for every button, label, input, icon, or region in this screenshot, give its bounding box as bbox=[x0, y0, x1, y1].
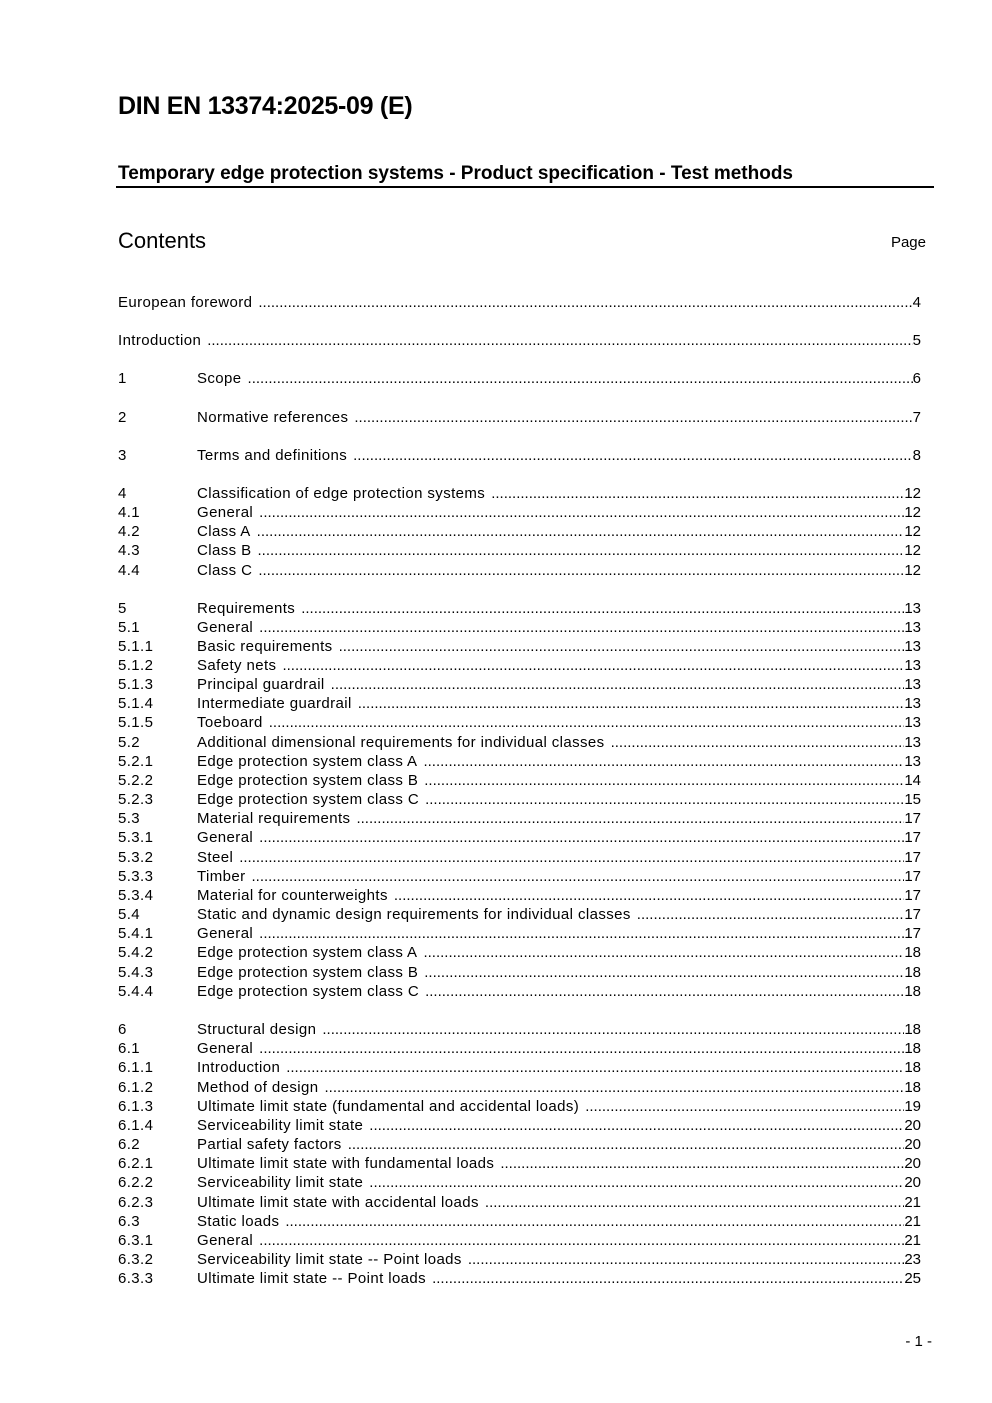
toc-entry-page: 13 bbox=[904, 638, 921, 655]
toc-entry[interactable] bbox=[118, 1098, 921, 1117]
toc-entry-number: 5 bbox=[118, 600, 127, 617]
toc-dot-leader bbox=[331, 676, 905, 693]
toc-entry-page: 13 bbox=[904, 714, 921, 731]
toc-entry-title: General bbox=[197, 829, 254, 846]
toc-entry[interactable] bbox=[118, 887, 921, 906]
toc-entry-title: Edge protection system class C bbox=[197, 791, 420, 808]
toc-entry-number: 6.2.2 bbox=[118, 1174, 154, 1191]
toc-entry[interactable] bbox=[118, 370, 921, 389]
toc-entry-number: 3 bbox=[118, 447, 127, 464]
toc-entry-page: 17 bbox=[904, 829, 921, 846]
toc-entry-title: Requirements bbox=[197, 600, 296, 617]
toc-entry-title: Serviceability limit state bbox=[197, 1117, 364, 1134]
toc-entry-title: General bbox=[197, 1040, 254, 1057]
toc-entry-title: Basic requirements bbox=[197, 638, 333, 655]
toc-entry-page: 12 bbox=[904, 504, 921, 521]
toc-entry-page: 18 bbox=[904, 1059, 921, 1076]
toc-dot-leader bbox=[424, 964, 904, 981]
toc-dot-leader bbox=[485, 1194, 904, 1211]
toc-dot-leader bbox=[369, 1174, 904, 1191]
toc-entry[interactable] bbox=[118, 772, 921, 791]
toc-entry[interactable] bbox=[118, 447, 921, 466]
toc-entry[interactable] bbox=[118, 1155, 921, 1174]
toc-entry-title: Class B bbox=[197, 542, 252, 559]
toc-entry-number: 6.3 bbox=[118, 1213, 141, 1230]
toc-entry[interactable] bbox=[118, 1213, 921, 1232]
toc-entry-number: 5.1.2 bbox=[118, 657, 154, 674]
toc-entry-title: Static loads bbox=[197, 1213, 280, 1230]
toc-dot-leader bbox=[611, 734, 905, 751]
toc-entry-title: General bbox=[197, 925, 254, 942]
toc-entry[interactable] bbox=[118, 791, 921, 810]
toc-entry-page: 13 bbox=[904, 676, 921, 693]
toc-entry[interactable] bbox=[118, 1040, 921, 1059]
toc-dot-leader bbox=[369, 1117, 904, 1134]
toc-entry[interactable] bbox=[118, 1174, 921, 1193]
toc-entry-number: 5.1.3 bbox=[118, 676, 154, 693]
toc-dot-leader bbox=[424, 772, 904, 789]
toc-entry-number: 5.4 bbox=[118, 906, 141, 923]
document-title: Temporary edge protection systems - Product specification - Test methods bbox=[118, 163, 793, 184]
toc-entry-number: 4.1 bbox=[118, 504, 141, 521]
toc-entry-page: 17 bbox=[904, 906, 921, 923]
toc-dot-leader bbox=[637, 906, 905, 923]
toc-entry-number: 5.2 bbox=[118, 734, 141, 751]
toc-entry-page: 14 bbox=[904, 772, 921, 789]
toc-entry-page: 13 bbox=[904, 657, 921, 674]
toc-entry-page: 13 bbox=[904, 619, 921, 636]
toc-entry-title: Class A bbox=[197, 523, 251, 540]
toc-dot-leader bbox=[394, 887, 904, 904]
toc-entry-number: 6.2 bbox=[118, 1136, 141, 1153]
toc-entry[interactable] bbox=[118, 1136, 921, 1155]
toc-entry-number: 2 bbox=[118, 409, 127, 426]
toc-dot-leader bbox=[432, 1270, 904, 1287]
toc-entry-title: Static and dynamic design requirements for individual classes bbox=[197, 906, 631, 923]
toc-entry-number: 6.1.2 bbox=[118, 1079, 154, 1096]
toc-entry-number: 1 bbox=[118, 370, 127, 387]
toc-entry-number: 6.3.2 bbox=[118, 1251, 154, 1268]
toc-dot-leader bbox=[358, 695, 905, 712]
toc-dot-leader bbox=[324, 1079, 904, 1096]
toc-entry-page: 12 bbox=[904, 523, 921, 540]
toc-entry-page: 20 bbox=[904, 1136, 921, 1153]
toc-entry-page: 13 bbox=[904, 600, 921, 617]
toc-entry-page: 18 bbox=[904, 964, 921, 981]
toc-entry-title: General bbox=[197, 1232, 254, 1249]
toc-entry-title: Scope bbox=[197, 370, 242, 387]
toc-entry-page: 19 bbox=[904, 1098, 921, 1115]
page-number: - 1 - bbox=[905, 1333, 932, 1350]
toc-dot-leader bbox=[259, 1040, 904, 1057]
toc-entry-page: 5 bbox=[912, 332, 921, 349]
toc-entry-title: Material for counterweights bbox=[197, 887, 388, 904]
toc-entry[interactable] bbox=[118, 332, 921, 351]
toc-entry-title: Additional dimensional requirements for individual classes bbox=[197, 734, 605, 751]
toc-dot-leader bbox=[423, 944, 904, 961]
toc-entry-number: 5.3.1 bbox=[118, 829, 154, 846]
toc-entry-title: Principal guardrail bbox=[197, 676, 325, 693]
toc-entry-number: 4.2 bbox=[118, 523, 141, 540]
toc-entry-title: European foreword bbox=[118, 294, 253, 311]
toc-entry-page: 18 bbox=[904, 1079, 921, 1096]
toc-entry-page: 8 bbox=[912, 447, 921, 464]
toc-entry-title: Introduction bbox=[118, 332, 202, 349]
toc-entry[interactable] bbox=[118, 964, 921, 983]
toc-entry[interactable] bbox=[118, 714, 921, 733]
toc-entry-number: 5.3 bbox=[118, 810, 141, 827]
toc-entry-page: 25 bbox=[904, 1270, 921, 1287]
toc-entry-page: 12 bbox=[904, 562, 921, 579]
toc-entry-page: 18 bbox=[904, 1040, 921, 1057]
toc-dot-leader bbox=[257, 523, 905, 540]
toc-entry[interactable] bbox=[118, 619, 921, 638]
toc-entry-title: Toeboard bbox=[197, 714, 263, 731]
toc-entry-title: Safety nets bbox=[197, 657, 277, 674]
toc-dot-leader bbox=[258, 294, 912, 311]
toc-entry[interactable] bbox=[118, 504, 921, 523]
toc-entry-number: 5.3.4 bbox=[118, 887, 154, 904]
toc-dot-leader bbox=[423, 753, 904, 770]
toc-entry-page: 13 bbox=[904, 695, 921, 712]
toc-entry-number: 6 bbox=[118, 1021, 127, 1038]
toc-entry[interactable] bbox=[118, 1270, 921, 1289]
toc-entry-page: 18 bbox=[904, 1021, 921, 1038]
toc-entry[interactable] bbox=[118, 695, 921, 714]
toc-entry-title: Ultimate limit state -- Point loads bbox=[197, 1270, 427, 1287]
toc-entry-title: Terms and definitions bbox=[197, 447, 348, 464]
toc-entry-page: 7 bbox=[912, 409, 921, 426]
toc-dot-leader bbox=[207, 332, 912, 349]
toc-entry-title: Ultimate limit state with accidental loads bbox=[197, 1194, 479, 1211]
toc-entry-number: 4.3 bbox=[118, 542, 141, 559]
toc-dot-leader bbox=[239, 849, 904, 866]
toc-entry-title: Serviceability limit state -- Point loads bbox=[197, 1251, 462, 1268]
toc-entry[interactable] bbox=[118, 409, 921, 428]
toc-dot-leader bbox=[259, 1232, 904, 1249]
toc-entry-page: 17 bbox=[904, 810, 921, 827]
toc-dot-leader bbox=[259, 619, 904, 636]
toc-entry-number: 6.3.3 bbox=[118, 1270, 154, 1287]
toc-dot-leader bbox=[468, 1251, 904, 1268]
toc-entry[interactable] bbox=[118, 638, 921, 657]
toc-entry[interactable] bbox=[118, 676, 921, 695]
toc-entry-number: 6.1.1 bbox=[118, 1059, 154, 1076]
toc-entry[interactable] bbox=[118, 829, 921, 848]
toc-entry[interactable] bbox=[118, 753, 921, 772]
toc-dot-leader bbox=[354, 409, 912, 426]
toc-dot-leader bbox=[491, 485, 904, 502]
title-underline bbox=[116, 186, 934, 188]
toc-dot-leader bbox=[339, 638, 905, 655]
toc-entry-title: Timber bbox=[197, 868, 246, 885]
toc-entry-page: 18 bbox=[904, 944, 921, 961]
toc-entry-title: Introduction bbox=[197, 1059, 281, 1076]
toc-entry[interactable] bbox=[118, 868, 921, 887]
toc-dot-leader bbox=[258, 562, 904, 579]
toc-entry[interactable] bbox=[118, 810, 921, 829]
toc-entry-number: 6.1.4 bbox=[118, 1117, 154, 1134]
toc-entry-page: 21 bbox=[904, 1232, 921, 1249]
toc-entry[interactable] bbox=[118, 944, 921, 963]
toc-entry[interactable] bbox=[118, 1021, 921, 1040]
toc-entry-title: Edge protection system class A bbox=[197, 753, 418, 770]
toc-entry-title: Serviceability limit state bbox=[197, 1174, 364, 1191]
toc-entry-number: 5.4.1 bbox=[118, 925, 154, 942]
toc-dot-leader bbox=[425, 983, 904, 1000]
toc-entry-title: Method of design bbox=[197, 1079, 319, 1096]
toc-entry[interactable] bbox=[118, 294, 921, 313]
toc-entry-title: Class C bbox=[197, 562, 253, 579]
toc-entry[interactable] bbox=[118, 906, 921, 925]
toc-entry[interactable] bbox=[118, 1079, 921, 1098]
toc-dot-leader bbox=[259, 829, 904, 846]
toc-dot-leader bbox=[269, 714, 905, 731]
toc-entry-page: 18 bbox=[904, 983, 921, 1000]
toc-entry-title: Normative references bbox=[197, 409, 349, 426]
toc-dot-leader bbox=[259, 504, 904, 521]
toc-entry[interactable] bbox=[118, 734, 921, 753]
toc-entry-page: 4 bbox=[912, 294, 921, 311]
toc-entry[interactable] bbox=[118, 600, 921, 619]
toc-entry[interactable] bbox=[118, 1194, 921, 1213]
toc-dot-leader bbox=[301, 600, 904, 617]
toc-entry-number: 6.1 bbox=[118, 1040, 141, 1057]
toc-dot-leader bbox=[425, 791, 904, 808]
toc-entry-page: 21 bbox=[904, 1213, 921, 1230]
toc-dot-leader bbox=[259, 925, 904, 942]
toc-entry-title: Partial safety factors bbox=[197, 1136, 342, 1153]
toc-entry[interactable] bbox=[118, 1117, 921, 1136]
toc-entry-page: 23 bbox=[904, 1251, 921, 1268]
toc-entry[interactable] bbox=[118, 657, 921, 676]
toc-dot-leader bbox=[257, 542, 904, 559]
toc-entry-page: 15 bbox=[904, 791, 921, 808]
toc-entry-page: 20 bbox=[904, 1174, 921, 1191]
toc-entry-page: 17 bbox=[904, 887, 921, 904]
toc-entry-page: 20 bbox=[904, 1155, 921, 1172]
toc-entry-title: Edge protection system class A bbox=[197, 944, 418, 961]
toc-entry[interactable] bbox=[118, 1232, 921, 1251]
contents-heading: Contents bbox=[118, 228, 207, 253]
toc-entry[interactable] bbox=[118, 485, 921, 504]
toc-entry-number: 5.2.3 bbox=[118, 791, 154, 808]
toc-entry-number: 5.1.4 bbox=[118, 695, 154, 712]
toc-entry-number: 6.2.1 bbox=[118, 1155, 154, 1172]
toc-entry-number: 5.4.3 bbox=[118, 964, 154, 981]
toc-dot-leader bbox=[500, 1155, 904, 1172]
toc-entry-page: 13 bbox=[904, 753, 921, 770]
toc-entry-number: 5.4.4 bbox=[118, 983, 154, 1000]
toc-entry[interactable] bbox=[118, 849, 921, 868]
toc-entry[interactable] bbox=[118, 562, 921, 581]
toc-dot-leader bbox=[356, 810, 904, 827]
toc-entry[interactable] bbox=[118, 1059, 921, 1078]
toc-entry[interactable] bbox=[118, 925, 921, 944]
toc-entry-number: 5.1.1 bbox=[118, 638, 154, 655]
toc-dot-leader bbox=[585, 1098, 904, 1115]
toc-entry-title: Material requirements bbox=[197, 810, 351, 827]
toc-entry-number: 5.1 bbox=[118, 619, 141, 636]
toc-entry-number: 4.4 bbox=[118, 562, 141, 579]
toc-entry-title: Ultimate limit state with fundamental loads bbox=[197, 1155, 495, 1172]
toc-entry-page: 12 bbox=[904, 485, 921, 502]
toc-entry-page: 17 bbox=[904, 868, 921, 885]
toc-entry-number: 6.3.1 bbox=[118, 1232, 154, 1249]
toc-entry-page: 13 bbox=[904, 734, 921, 751]
toc-entry-page: 17 bbox=[904, 849, 921, 866]
toc-entry-title: General bbox=[197, 619, 254, 636]
toc-dot-leader bbox=[252, 868, 905, 885]
toc-entry-number: 4 bbox=[118, 485, 127, 502]
toc-entry[interactable] bbox=[118, 983, 921, 1002]
toc-entry-number: 6.2.3 bbox=[118, 1194, 154, 1211]
toc-entry-title: General bbox=[197, 504, 254, 521]
toc-entry-number: 5.3.3 bbox=[118, 868, 154, 885]
toc-entry[interactable] bbox=[118, 542, 921, 561]
toc-dot-leader bbox=[353, 447, 913, 464]
toc-entry-number: 5.2.2 bbox=[118, 772, 154, 789]
toc-entry-page: 20 bbox=[904, 1117, 921, 1134]
toc-entry-page: 17 bbox=[904, 925, 921, 942]
toc-entry-number: 5.2.1 bbox=[118, 753, 154, 770]
toc-entry[interactable] bbox=[118, 1251, 921, 1270]
toc-entry-title: Edge protection system class C bbox=[197, 983, 420, 1000]
toc-entry-page: 12 bbox=[904, 542, 921, 559]
toc-entry-title: Edge protection system class B bbox=[197, 964, 419, 981]
toc-dot-leader bbox=[285, 1213, 904, 1230]
toc-entry-title: Edge protection system class B bbox=[197, 772, 419, 789]
toc-entry-number: 5.1.5 bbox=[118, 714, 154, 731]
toc-entry-title: Structural design bbox=[197, 1021, 317, 1038]
toc-entry-number: 5.4.2 bbox=[118, 944, 154, 961]
toc-dot-leader bbox=[348, 1136, 905, 1153]
toc-dot-leader bbox=[282, 657, 904, 674]
toc-entry-title: Steel bbox=[197, 849, 234, 866]
toc-dot-leader bbox=[286, 1059, 904, 1076]
page-column-label: Page bbox=[890, 234, 926, 251]
toc-entry[interactable] bbox=[118, 523, 921, 542]
toc-entry-title: Intermediate guardrail bbox=[197, 695, 352, 712]
toc-entry-page: 6 bbox=[912, 370, 921, 387]
toc-entry-number: 5.3.2 bbox=[118, 849, 154, 866]
toc-entry-title: Ultimate limit state (fundamental and accidental loads) bbox=[197, 1098, 580, 1115]
toc-entry-number: 6.1.3 bbox=[118, 1098, 154, 1115]
document-id: DIN EN 13374:2025-09 (E) bbox=[118, 92, 413, 120]
toc-dot-leader bbox=[322, 1021, 904, 1038]
toc-entry-title: Classification of edge protection systems bbox=[197, 485, 486, 502]
toc-entry-page: 21 bbox=[904, 1194, 921, 1211]
toc-dot-leader bbox=[248, 370, 913, 387]
